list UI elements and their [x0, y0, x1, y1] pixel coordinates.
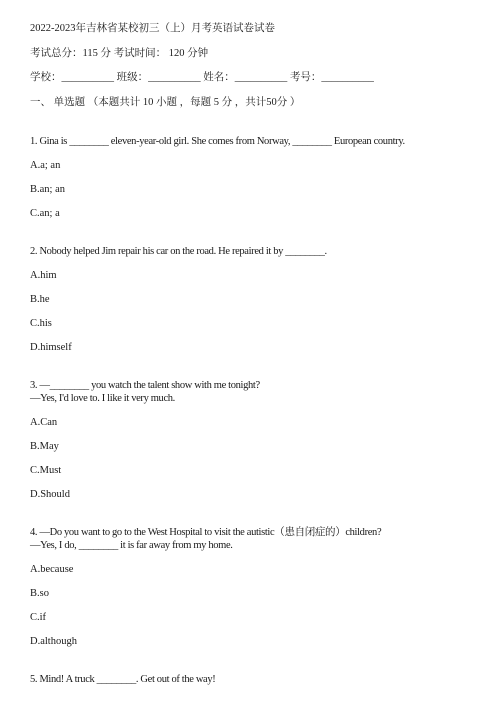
- question-4-option-d: D.although: [30, 636, 77, 647]
- question-3-option-d: D.Should: [30, 489, 70, 500]
- question-4-option-a: A.because: [30, 564, 74, 575]
- section-heading: 一、 单选题 （本题共计 10 小题 ，每题 5 分 ，共计50分 ）: [30, 97, 301, 108]
- question-2-option-b: B.he: [30, 294, 50, 305]
- question-1-option-c: C.an; a: [30, 208, 60, 219]
- question-3-option-c: C.Must: [30, 465, 62, 476]
- question-1-stem: 1. Gina is ________ eleven-year-old girl. She comes from Norway, ________ European country.: [30, 136, 405, 147]
- question-2-option-a: A.him: [30, 270, 57, 281]
- question-2-option-d: D.himself: [30, 342, 72, 353]
- question-4-option-b: B.so: [30, 588, 49, 599]
- student-info-fields: 学校：__________ 班级：__________ 姓名：__________ 考号：__________: [30, 72, 374, 83]
- question-1-option-a: A.a; an: [30, 160, 61, 171]
- question-3-stem-reply: —Yes, I'd love to. I like it very much.: [30, 393, 175, 404]
- question-4-stem-reply: —Yes, I do, ________ it is far away from my home.: [30, 540, 233, 551]
- question-3-option-b: B.May: [30, 441, 59, 452]
- question-5-stem: 5. Mind! A truck ________. Get out of the way!: [30, 674, 216, 685]
- question-3-stem: 3. —________ you watch the talent show with me tonight?: [30, 380, 260, 391]
- question-4-stem: 4. —Do you want to go to the West Hospital to visit the autistic（患自闭症的）children?: [30, 527, 382, 538]
- question-2-stem: 2. Nobody helped Jim repair his car on the road. He repaired it by ________.: [30, 246, 327, 257]
- question-1-option-b: B.an; an: [30, 184, 65, 195]
- question-3-option-a: A.Can: [30, 417, 58, 428]
- exam-info: 考试总分：115 分 考试时间： 120 分钟: [30, 48, 209, 59]
- question-2-option-c: C.his: [30, 318, 52, 329]
- exam-title: 2022-2023年吉林省某校初三（上）月考英语试卷试卷: [30, 23, 275, 34]
- question-4-option-c: C.if: [30, 612, 47, 623]
